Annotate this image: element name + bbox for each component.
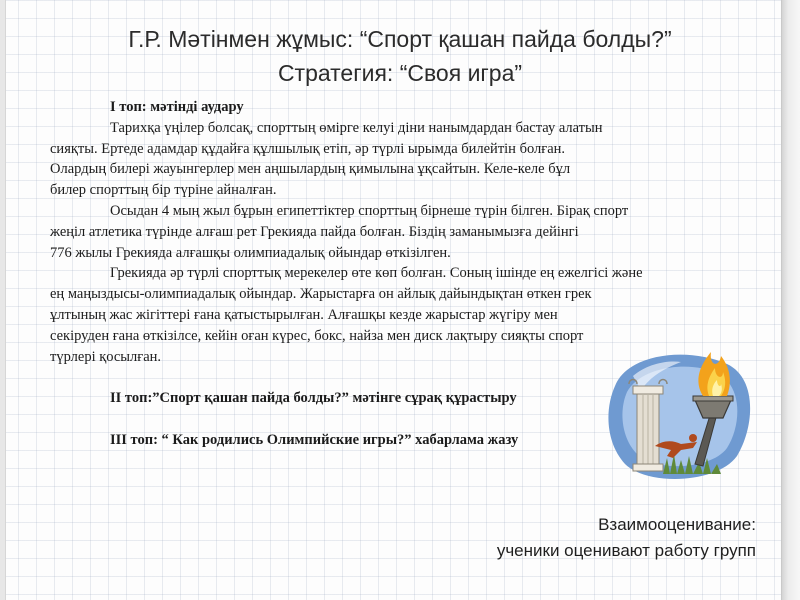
olympic-torch-illustration (607, 346, 757, 486)
paragraph-1-line-2: сияқты. Ертеде адамдар құдайға құлшылық етіп, әр түрлі ырымда билейтін болған. (50, 140, 566, 157)
paragraph-2-line-2: жеңіл атлетика түрінде алғаш рет Грекияда пайда болған. Біздің заманымызға дейінгі (50, 223, 579, 240)
group2-task: ІІ топ:”Спорт қашан пайда болды?” мәтінге сұрақ құрастыру (110, 390, 517, 407)
slide-title (60, 22, 740, 90)
olympic-torch-icon (607, 346, 757, 486)
group1-heading: І топ: мәтінді аудару (110, 99, 244, 115)
title-line-1: Г.Р. Мәтінмен жұмыс: “Спорт қашан пайда болды?” (128, 26, 672, 52)
paragraph-2-line-3: 776 жылы Грекияда алғашқы олимпиадалық ойындар өткізілген. (50, 244, 451, 261)
footer-line-1: Взаимооценивание: (598, 515, 756, 534)
title-line-2: Стратегия: “Своя игра” (277, 60, 523, 86)
footer-line-2: ученики оценивают работу групп (496, 541, 756, 560)
paragraph-3-line-2: ең маңыздысы-олимпиадалық ойындар. Жарыстарға он айлық дайындықтан өткен грек (50, 286, 592, 303)
paragraph-3-line-1: Грекияда әр түрлі спорттық мерекелер өте көп болған. Соның ішінде ең ежелгісі және (110, 265, 643, 282)
paragraph-2-line-1: Осыдан 4 мың жыл бұрын египеттіктер спорттың бірнеше түрін білген. Бірақ спорт (110, 202, 629, 219)
slide-right-border (781, 0, 800, 600)
paragraph-3-line-3: ұлтының жас жігіттері ғана қатыстырылған. Алғашқы кезде жарыстар жүгіру мен (50, 306, 558, 323)
paragraph-1-line-3: Олардың билері жауынгерлер мен аңшылардың қимылына ұқсайтын. Келе-келе бұл (50, 161, 571, 178)
group3-task: ІІІ топ: “ Как родились Олимпийские игры?” хабарлама жазу (110, 431, 519, 448)
slide-left-border (0, 0, 6, 600)
footer-note (436, 512, 756, 564)
paragraph-1-line-4: билер спорттың бір түріне айналған. (50, 182, 277, 199)
paragraph-3-line-5: түрлері қосылған. (50, 348, 162, 365)
paragraph-1-line-1: Тарихқа үңілер болсақ, спорттың өмірге келуі діни нанымдардан бастау алатын (110, 119, 603, 136)
paragraph-3-line-4: секіруден ғана өткізілсе, кейін оған күрес, бокс, найза мен диск лақтыру сияқты спорт (50, 327, 584, 344)
